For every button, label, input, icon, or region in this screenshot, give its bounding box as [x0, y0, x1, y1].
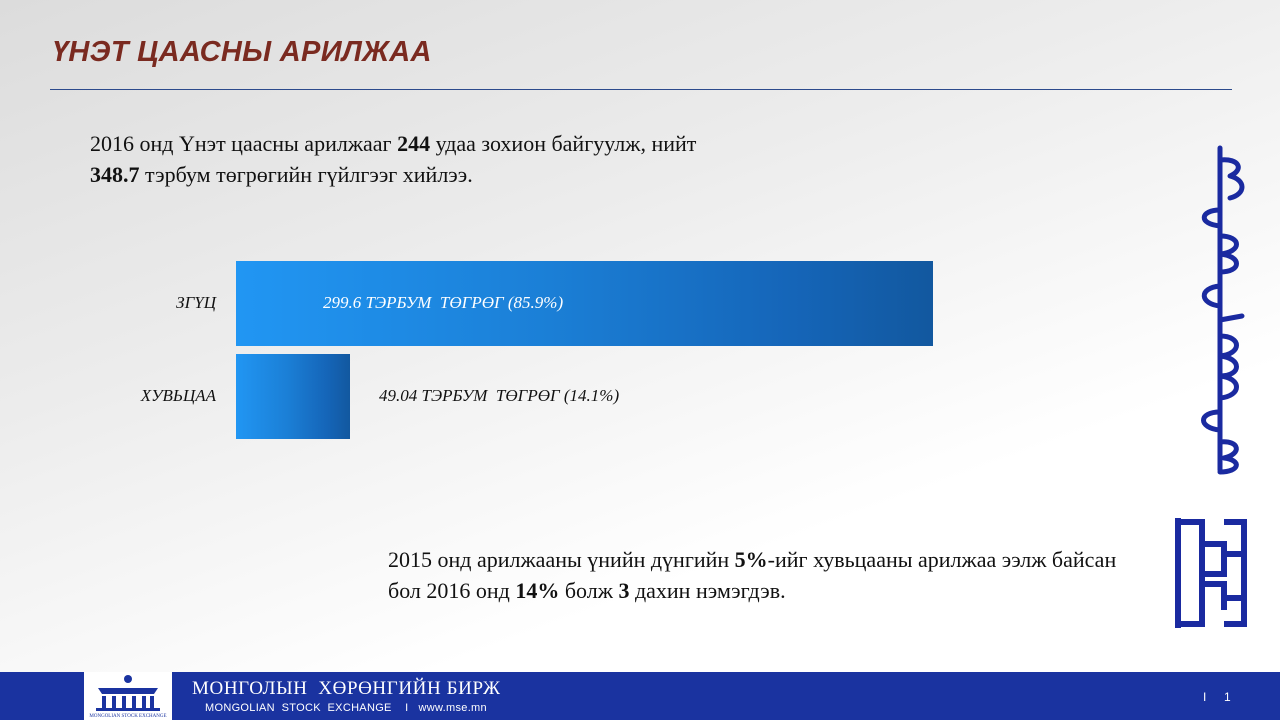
bar — [236, 354, 350, 439]
footer-exchange-name: МОНГОЛЫН ХӨРӨНГИЙН БИРЖ — [192, 678, 501, 699]
page-number: 1 — [1224, 690, 1231, 704]
note-text-2: -ийг хувьцааны арилжаа ээлж байсан бол 2016 онд — [388, 547, 1117, 603]
intro-text-3: тэрбум төгрөгийн гүйлгээг хийлээ. — [139, 162, 473, 187]
note-text-4: дахин нэмэгдэв. — [629, 578, 786, 603]
note-text-3: болж — [559, 578, 619, 603]
svg-text:MONGOLIAN STOCK EXCHANGE: MONGOLIAN STOCK EXCHANGE — [89, 714, 167, 719]
note-text-1: 2015 онд арилжааны үнийн дүнгийн — [388, 547, 735, 572]
intro-total: 348.7 — [90, 162, 140, 187]
footer-exchange-sub: MONGOLIAN STOCK EXCHANGE I www.mse.mn — [205, 702, 487, 714]
intro-text-1: 2016 онд Үнэт цаасны арилжааг — [90, 131, 398, 156]
mse-glyph-icon — [1172, 514, 1250, 632]
page-title: ҮНЭТ ЦААСНЫ АРИЛЖАА — [52, 36, 432, 68]
intro-count: 244 — [397, 131, 431, 156]
note-paragraph — [388, 544, 1148, 606]
intro-text-2: удаа зохион байгуулж, нийт — [430, 131, 697, 156]
data-label: 299.6 ТЭРБУМ ТӨГРӨГ (85.9%) — [323, 293, 564, 312]
data-label: 49.04 ТЭРБУМ ТӨГРӨГ (14.1%) — [379, 386, 620, 405]
category-label: ХУВЬЦАА — [140, 386, 216, 405]
mse-building-logo — [84, 672, 172, 720]
footer-separator: I — [1203, 690, 1207, 704]
category-label: ЗГҮЦ — [176, 293, 216, 312]
note-multiplier: 3 — [618, 578, 630, 603]
footer-bar — [0, 672, 1280, 720]
note-pct-2015: 5% — [734, 547, 768, 572]
note-pct-2016: 14% — [515, 578, 560, 603]
mongolian-script-decoration — [1180, 140, 1260, 485]
